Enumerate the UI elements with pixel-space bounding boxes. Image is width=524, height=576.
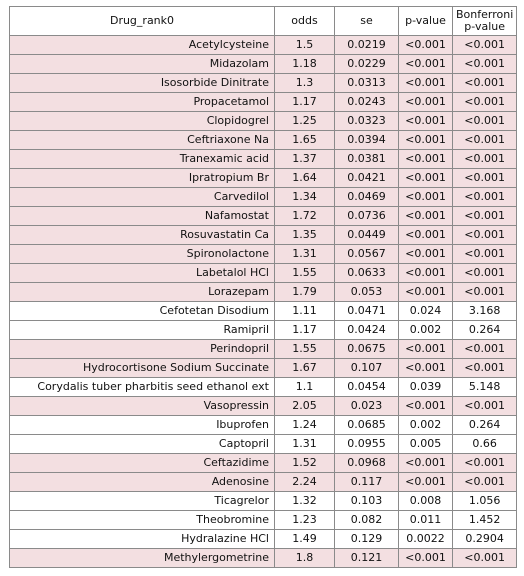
p-value-cell: 0.002	[399, 321, 453, 340]
odds-cell: 1.55	[275, 340, 335, 359]
drug-name-cell: Spironolactone	[10, 245, 275, 264]
se-cell: 0.0449	[335, 226, 399, 245]
se-cell: 0.0469	[335, 188, 399, 207]
odds-cell: 1.35	[275, 226, 335, 245]
p-value-cell: 0.008	[399, 492, 453, 511]
se-cell: 0.0424	[335, 321, 399, 340]
table-row	[10, 359, 517, 378]
drug-name-cell: Tranexamic acid	[10, 150, 275, 169]
drug-name-cell: Acetylcysteine	[10, 36, 275, 55]
se-cell: 0.0381	[335, 150, 399, 169]
se-cell: 0.0955	[335, 435, 399, 454]
odds-cell: 1.37	[275, 150, 335, 169]
drug-name-cell: Isosorbide Dinitrate	[10, 74, 275, 93]
bonferroni-cell: <0.001	[453, 93, 517, 112]
table-row	[10, 397, 517, 416]
bonferroni-cell: <0.001	[453, 454, 517, 473]
se-cell: 0.0633	[335, 264, 399, 283]
p-value-cell: <0.001	[399, 340, 453, 359]
drug-name-cell: Rosuvastatin Ca	[10, 226, 275, 245]
bonferroni-cell: 5.148	[453, 378, 517, 397]
se-cell: 0.0454	[335, 378, 399, 397]
odds-cell: 1.34	[275, 188, 335, 207]
drug-name-cell: Theobromine	[10, 511, 275, 530]
table-row	[10, 416, 517, 435]
bonferroni-cell: 0.264	[453, 416, 517, 435]
bonferroni-cell: <0.001	[453, 188, 517, 207]
table-row	[10, 226, 517, 245]
se-cell: 0.0567	[335, 245, 399, 264]
p-value-cell: <0.001	[399, 169, 453, 188]
odds-cell: 1.17	[275, 321, 335, 340]
bonferroni-cell: <0.001	[453, 55, 517, 74]
drug-odds-table	[9, 6, 517, 568]
table-header-row	[10, 7, 517, 36]
p-value-cell: <0.001	[399, 36, 453, 55]
header-p-value: p-value	[399, 7, 453, 36]
p-value-cell: <0.001	[399, 74, 453, 93]
p-value-cell: <0.001	[399, 397, 453, 416]
odds-cell: 1.8	[275, 549, 335, 568]
table-row	[10, 93, 517, 112]
bonferroni-cell: 1.452	[453, 511, 517, 530]
drug-name-cell: Hydralazine HCl	[10, 530, 275, 549]
bonferroni-cell: 0.2904	[453, 530, 517, 549]
p-value-cell: <0.001	[399, 283, 453, 302]
table-row	[10, 378, 517, 397]
odds-cell: 1.55	[275, 264, 335, 283]
header-se: se	[335, 7, 399, 36]
p-value-cell: <0.001	[399, 245, 453, 264]
p-value-cell: <0.001	[399, 150, 453, 169]
p-value-cell: <0.001	[399, 549, 453, 568]
se-cell: 0.129	[335, 530, 399, 549]
p-value-cell: <0.001	[399, 112, 453, 131]
se-cell: 0.0313	[335, 74, 399, 93]
p-value-cell: <0.001	[399, 93, 453, 112]
drug-name-cell: Ceftazidime	[10, 454, 275, 473]
bonferroni-cell: <0.001	[453, 226, 517, 245]
odds-cell: 1.17	[275, 93, 335, 112]
table-row	[10, 549, 517, 568]
drug-name-cell: Ibuprofen	[10, 416, 275, 435]
odds-cell: 1.11	[275, 302, 335, 321]
drug-name-cell: Midazolam	[10, 55, 275, 74]
odds-cell: 1.65	[275, 131, 335, 150]
se-cell: 0.0685	[335, 416, 399, 435]
odds-cell: 1.18	[275, 55, 335, 74]
drug-name-cell: Carvedilol	[10, 188, 275, 207]
drug-name-cell: Labetalol HCl	[10, 264, 275, 283]
table-row	[10, 492, 517, 511]
odds-cell: 1.25	[275, 112, 335, 131]
odds-cell: 1.32	[275, 492, 335, 511]
p-value-cell: <0.001	[399, 359, 453, 378]
p-value-cell: <0.001	[399, 188, 453, 207]
table-row	[10, 435, 517, 454]
table-row	[10, 283, 517, 302]
drug-name-cell: Ticagrelor	[10, 492, 275, 511]
se-cell: 0.023	[335, 397, 399, 416]
p-value-cell: <0.001	[399, 454, 453, 473]
se-cell: 0.0219	[335, 36, 399, 55]
p-value-cell: <0.001	[399, 131, 453, 150]
odds-cell: 1.23	[275, 511, 335, 530]
odds-cell: 2.24	[275, 473, 335, 492]
table-row	[10, 169, 517, 188]
table-row	[10, 454, 517, 473]
table-row	[10, 36, 517, 55]
drug-name-cell: Ceftriaxone Na	[10, 131, 275, 150]
table-row	[10, 264, 517, 283]
se-cell: 0.0968	[335, 454, 399, 473]
table-row	[10, 207, 517, 226]
p-value-cell: 0.002	[399, 416, 453, 435]
se-cell: 0.0736	[335, 207, 399, 226]
bonferroni-cell: 3.168	[453, 302, 517, 321]
p-value-cell: 0.011	[399, 511, 453, 530]
drug-name-cell: Cefotetan Disodium	[10, 302, 275, 321]
se-cell: 0.0675	[335, 340, 399, 359]
se-cell: 0.053	[335, 283, 399, 302]
bonferroni-cell: <0.001	[453, 245, 517, 264]
table-row	[10, 112, 517, 131]
odds-cell: 1.24	[275, 416, 335, 435]
bonferroni-cell: 1.056	[453, 492, 517, 511]
p-value-cell: 0.039	[399, 378, 453, 397]
table-body	[10, 36, 517, 568]
drug-name-cell: Adenosine	[10, 473, 275, 492]
bonferroni-cell: <0.001	[453, 549, 517, 568]
se-cell: 0.0471	[335, 302, 399, 321]
se-cell: 0.121	[335, 549, 399, 568]
odds-cell: 1.49	[275, 530, 335, 549]
bonferroni-cell: 0.264	[453, 321, 517, 340]
table-row	[10, 55, 517, 74]
p-value-cell: <0.001	[399, 55, 453, 74]
odds-cell: 1.31	[275, 245, 335, 264]
drug-name-cell: Captopril	[10, 435, 275, 454]
odds-cell: 1.52	[275, 454, 335, 473]
p-value-cell: 0.005	[399, 435, 453, 454]
odds-cell: 1.79	[275, 283, 335, 302]
header-odds: odds	[275, 7, 335, 36]
table-row	[10, 245, 517, 264]
bonferroni-cell: <0.001	[453, 131, 517, 150]
se-cell: 0.0421	[335, 169, 399, 188]
se-cell: 0.117	[335, 473, 399, 492]
table-row	[10, 530, 517, 549]
bonferroni-cell: <0.001	[453, 397, 517, 416]
drug-name-cell: Methylergometrine	[10, 549, 275, 568]
odds-cell: 1.3	[275, 74, 335, 93]
bonferroni-cell: <0.001	[453, 264, 517, 283]
drug-name-cell: Perindopril	[10, 340, 275, 359]
table-row	[10, 321, 517, 340]
drug-name-cell: Ramipril	[10, 321, 275, 340]
se-cell: 0.0229	[335, 55, 399, 74]
header-drug: Drug_rank0	[10, 7, 275, 36]
odds-cell: 1.67	[275, 359, 335, 378]
bonferroni-cell: <0.001	[453, 150, 517, 169]
drug-name-cell: Ipratropium Br	[10, 169, 275, 188]
p-value-cell: <0.001	[399, 207, 453, 226]
drug-name-cell: Vasopressin	[10, 397, 275, 416]
odds-cell: 1.5	[275, 36, 335, 55]
bonferroni-cell: <0.001	[453, 473, 517, 492]
table-row	[10, 511, 517, 530]
bonferroni-cell: <0.001	[453, 207, 517, 226]
header-bonferroni-p-value: Bonferroni p-value	[453, 7, 517, 36]
se-cell: 0.0394	[335, 131, 399, 150]
drug-name-cell: Lorazepam	[10, 283, 275, 302]
results-table-container	[9, 6, 517, 568]
odds-cell: 1.64	[275, 169, 335, 188]
drug-name-cell: Corydalis tuber pharbitis seed ethanol ext	[10, 378, 275, 397]
table-row	[10, 150, 517, 169]
se-cell: 0.0323	[335, 112, 399, 131]
table-row	[10, 340, 517, 359]
se-cell: 0.082	[335, 511, 399, 530]
bonferroni-cell: <0.001	[453, 74, 517, 93]
se-cell: 0.107	[335, 359, 399, 378]
bonferroni-cell: <0.001	[453, 112, 517, 131]
odds-cell: 1.1	[275, 378, 335, 397]
bonferroni-cell: <0.001	[453, 340, 517, 359]
bonferroni-cell: <0.001	[453, 283, 517, 302]
drug-name-cell: Hydrocortisone Sodium Succinate	[10, 359, 275, 378]
p-value-cell: 0.024	[399, 302, 453, 321]
table-row	[10, 74, 517, 93]
p-value-cell: <0.001	[399, 264, 453, 283]
drug-name-cell: Propacetamol	[10, 93, 275, 112]
table-row	[10, 188, 517, 207]
bonferroni-cell: <0.001	[453, 359, 517, 378]
p-value-cell: 0.0022	[399, 530, 453, 549]
bonferroni-cell: <0.001	[453, 169, 517, 188]
drug-name-cell: Nafamostat	[10, 207, 275, 226]
p-value-cell: <0.001	[399, 473, 453, 492]
table-row	[10, 473, 517, 492]
table-row	[10, 131, 517, 150]
odds-cell: 1.72	[275, 207, 335, 226]
bonferroni-cell: 0.66	[453, 435, 517, 454]
bonferroni-cell: <0.001	[453, 36, 517, 55]
odds-cell: 2.05	[275, 397, 335, 416]
drug-name-cell: Clopidogrel	[10, 112, 275, 131]
p-value-cell: <0.001	[399, 226, 453, 245]
odds-cell: 1.31	[275, 435, 335, 454]
table-row	[10, 302, 517, 321]
se-cell: 0.0243	[335, 93, 399, 112]
se-cell: 0.103	[335, 492, 399, 511]
